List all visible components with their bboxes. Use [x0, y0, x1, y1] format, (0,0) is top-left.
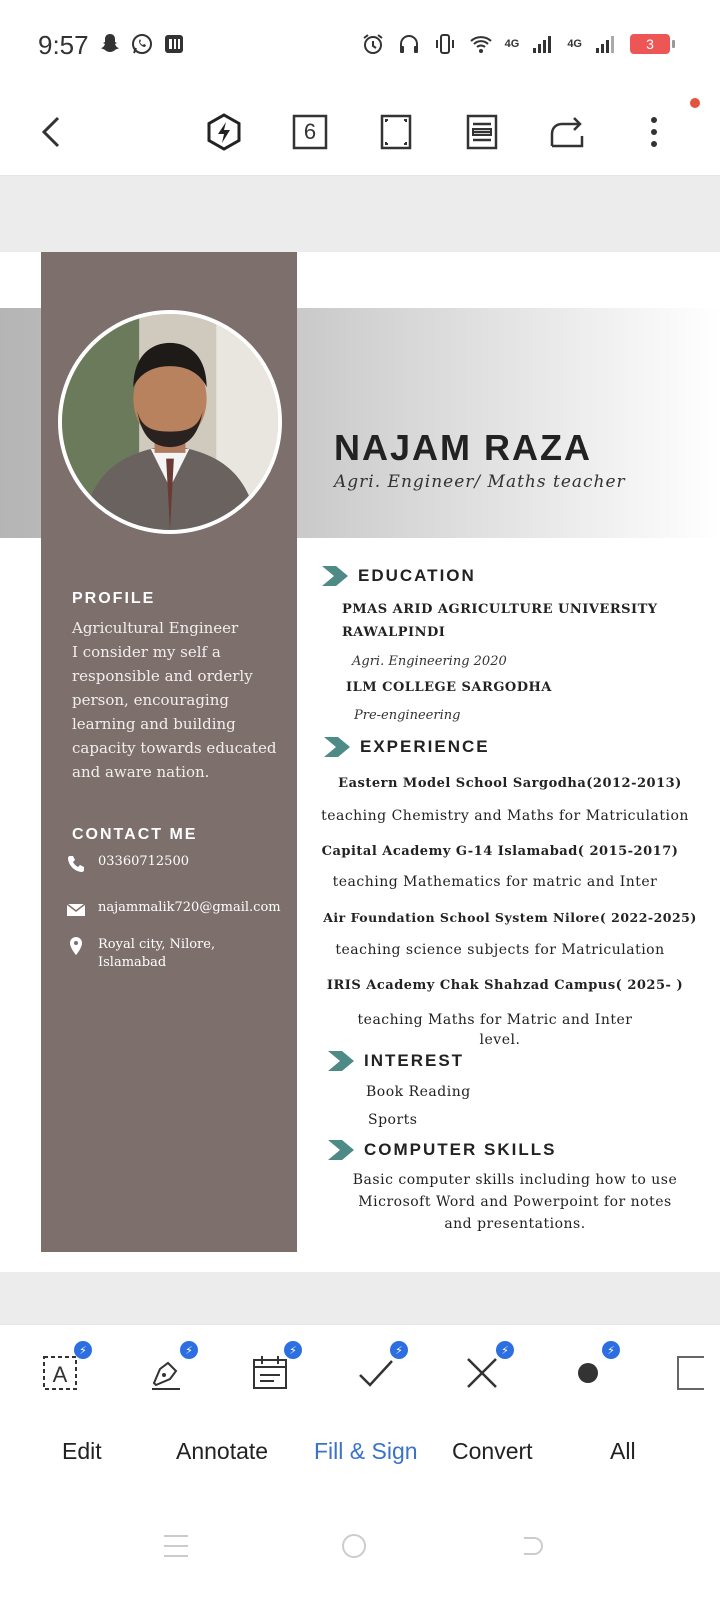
lightning-icon: [204, 112, 244, 152]
education-school-1: PMAS ARID AGRICULTURE UNIVERSITY: [342, 602, 658, 617]
more-icon: [634, 112, 674, 152]
education-school-2: ILM COLLEGE SARGODHA: [346, 680, 552, 695]
dot-tool[interactable]: [558, 1343, 618, 1403]
computer-skills-line-3: and presentations.: [444, 1216, 586, 1232]
phone-icon: [66, 854, 86, 874]
checkmark-tool[interactable]: [346, 1343, 406, 1403]
back-button[interactable]: [24, 104, 80, 160]
reading-mode-button[interactable]: [454, 104, 510, 160]
text-box-tool[interactable]: [30, 1343, 90, 1403]
pen-sign-icon: [144, 1351, 188, 1395]
date-tool[interactable]: [240, 1343, 300, 1403]
cross-tool[interactable]: [452, 1343, 512, 1403]
chevron-right-icon: [324, 737, 350, 757]
lightning-badge-icon: ⚡: [390, 1341, 408, 1359]
system-nav-bar: [0, 1496, 720, 1600]
bottom-tabs: [0, 1410, 720, 1496]
fullscreen-button[interactable]: [368, 104, 424, 160]
vibrate-icon: [433, 32, 457, 56]
snapchat-icon: [98, 32, 122, 56]
dot-icon: [566, 1351, 610, 1395]
date-icon: [248, 1351, 292, 1395]
svg-text:A: A: [52, 1362, 68, 1387]
status-bar: [0, 0, 720, 90]
contact-email: [66, 900, 281, 920]
fullscreen-icon: [376, 112, 416, 152]
experience-place-2: Capital Academy G-14 Islamabad( 2015-2017): [321, 844, 679, 859]
lightning-badge-icon: ⚡: [496, 1341, 514, 1359]
battery-level: 3: [646, 36, 654, 52]
lightning-badge-icon: ⚡: [602, 1341, 620, 1359]
reading-mode-icon: [462, 112, 502, 152]
ai-assistant-button[interactable]: [196, 104, 252, 160]
education-degree-1: Agri. Engineering 2020: [352, 654, 507, 669]
chevron-right-icon: [328, 1140, 354, 1160]
computer-skills-heading-label: COMPUTER SKILLS: [364, 1140, 557, 1159]
back-icon: [32, 112, 72, 152]
home-icon[interactable]: [334, 1526, 374, 1566]
contact-phone: [66, 854, 189, 874]
more-button[interactable]: [626, 104, 682, 160]
lightning-badge-icon: ⚡: [180, 1341, 198, 1359]
profile-heading: PROFILE: [72, 590, 156, 607]
page-count-button[interactable]: [282, 104, 338, 160]
top-toolbar: [0, 90, 720, 176]
interest-item-1: Book Reading: [366, 1084, 471, 1100]
status-time: 9:57: [38, 30, 89, 60]
menu-icon[interactable]: [156, 1526, 196, 1566]
interest-heading: [328, 1051, 464, 1071]
email-address: najammalik720@gmail.com: [98, 900, 281, 915]
document-viewer[interactable]: [0, 176, 720, 1324]
experience-desc-2: teaching Mathematics for matric and Inter: [332, 874, 658, 890]
resume-page[interactable]: [0, 252, 720, 1272]
education-heading: [322, 566, 476, 586]
signature-tool[interactable]: [136, 1343, 196, 1403]
avatar: [58, 310, 282, 534]
wifi-icon: [469, 32, 493, 56]
headphones-icon: [397, 32, 421, 56]
share-icon: [548, 112, 588, 152]
computer-skills-line-2: Microsoft Word and Powerpoint for notes: [358, 1194, 672, 1210]
cross-icon: [460, 1351, 504, 1395]
tab-edit[interactable]: Edit: [62, 1438, 102, 1464]
square-icon: [660, 1351, 704, 1395]
phone-number: 03360712500: [98, 854, 189, 869]
alarm-icon: [361, 32, 385, 56]
page-count: 6: [303, 119, 317, 144]
profile-photo: [62, 314, 278, 530]
profile-text: Agricultural Engineer I consider my self a responsible and orderly person, encouraging learning and building capacity towards educated and aware nation.: [72, 619, 277, 781]
text-box-icon: [38, 1351, 82, 1395]
resume-role: Agri. Engineer/ Maths teacher: [334, 472, 626, 492]
address: Royal city, Nilore, Islamabad: [98, 937, 216, 970]
signal-4g-icon: [531, 32, 555, 56]
resume-name: NAJAM RAZA: [334, 427, 592, 468]
experience-place-3: Air Foundation School System Nilore( 2022-2025): [323, 910, 697, 925]
share-button[interactable]: [540, 104, 596, 160]
battery-icon: [630, 34, 670, 54]
education-heading-label: EDUCATION: [358, 566, 476, 585]
experience-desc-4: teaching Maths for Matric and Inter: [357, 1012, 633, 1028]
lightning-badge-icon: ⚡: [284, 1341, 302, 1359]
experience-desc-3: teaching science subjects for Matriculation: [335, 942, 665, 958]
experience-place-1: Eastern Model School Sargodha(2012-2013): [338, 776, 682, 791]
chevron-right-icon: [322, 566, 348, 586]
interest-item-2: Sports: [368, 1112, 418, 1128]
notification-dot: [690, 98, 700, 108]
contact-address: [66, 936, 215, 972]
computer-skills-line-1: Basic computer skills including how to use: [352, 1172, 678, 1188]
tab-all[interactable]: All: [610, 1438, 636, 1464]
experience-heading: [324, 737, 490, 757]
back-nav-icon[interactable]: [512, 1526, 552, 1566]
pdf-app-icon: [162, 32, 186, 56]
checkmark-icon: [354, 1351, 398, 1395]
tab-fill-sign[interactable]: Fill & Sign: [314, 1438, 418, 1464]
contact-heading: CONTACT ME: [72, 826, 198, 843]
shape-tool[interactable]: [660, 1343, 720, 1403]
education-school-1-city: RAWALPINDI: [342, 625, 446, 640]
interest-heading-label: INTEREST: [364, 1051, 465, 1070]
signal-4g-label: 4G: [504, 38, 520, 50]
chevron-right-icon: [328, 1051, 354, 1071]
signal-4g-icon: [594, 32, 618, 56]
lightning-badge-icon: ⚡: [74, 1341, 92, 1359]
experience-desc-1: teaching Chemistry and Maths for Matriculation: [321, 808, 689, 824]
location-pin-icon: [66, 936, 86, 956]
experience-place-4: IRIS Academy Chak Shahzad Campus( 2025- ): [326, 978, 684, 993]
experience-desc-4-cont: level.: [479, 1032, 521, 1048]
experience-heading-label: EXPERIENCE: [360, 737, 490, 756]
tab-convert[interactable]: Convert: [452, 1438, 533, 1464]
whatsapp-icon: [130, 32, 154, 56]
signal-4g-label: 4G: [567, 38, 582, 50]
computer-skills-heading: [328, 1140, 556, 1160]
mail-icon: [66, 900, 86, 920]
fill-sign-tools: [0, 1324, 720, 1410]
tab-annotate[interactable]: Annotate: [176, 1438, 269, 1464]
education-degree-2: Pre-engineering: [354, 708, 461, 723]
